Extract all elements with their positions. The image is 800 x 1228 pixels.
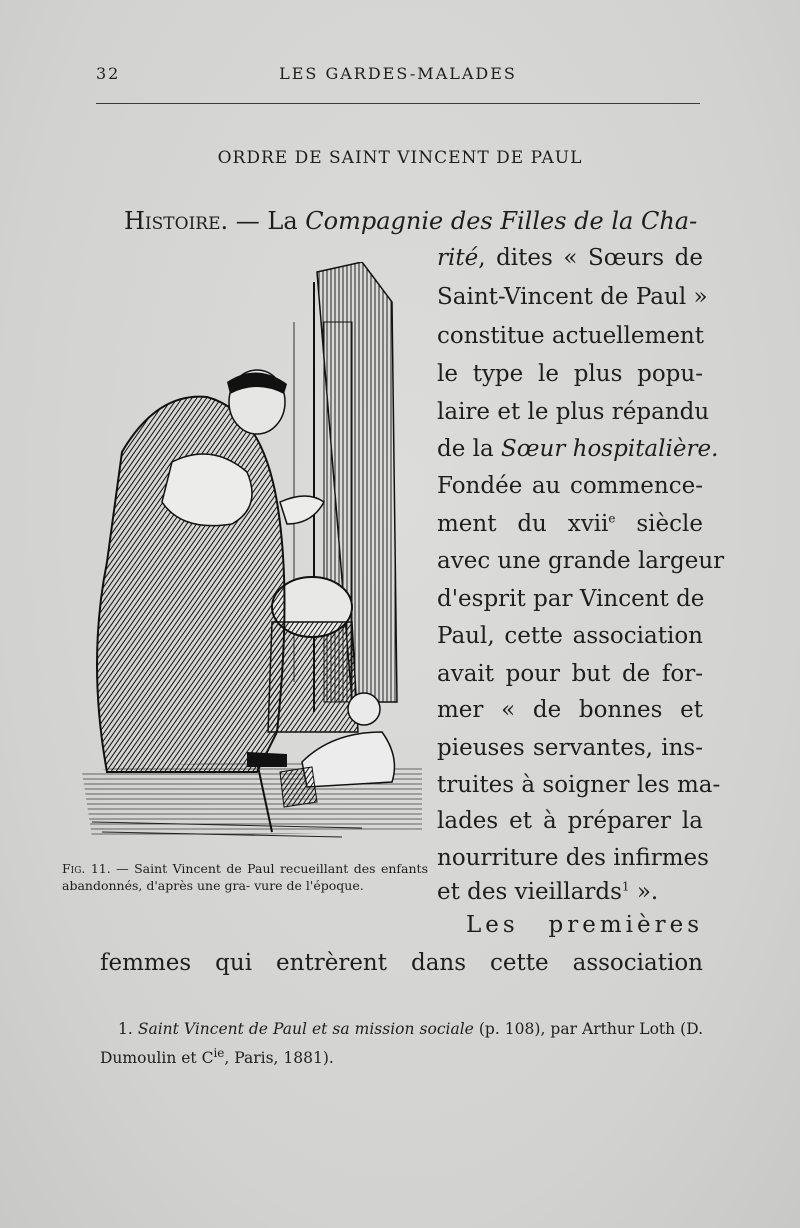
text-line: le type le plus popu- — [437, 361, 703, 387]
text-line: avec une grande largeur — [437, 548, 725, 574]
text-line: laire et le plus répandu — [437, 399, 710, 425]
line-roman: de la — [437, 436, 502, 462]
text-line: pieuses servantes, ins- — [437, 735, 703, 761]
text-line: Saint-Vincent de Paul » — [437, 284, 708, 310]
text-line: mer « de bonnes et — [437, 697, 703, 723]
footnote-text: (p. 108), par Arthur Loth (D. Dumoulin et C — [100, 1020, 703, 1068]
lead-smallcaps: Histoire. — [124, 207, 229, 235]
header-rule — [96, 103, 700, 104]
footnote-sup: ie — [213, 1046, 225, 1060]
section-title: ORDRE DE SAINT VINCENT DE PAUL — [217, 148, 583, 168]
page-header — [96, 58, 700, 88]
text-line-full-width: femmes qui entrèrent dans cette association — [100, 950, 703, 976]
footnote-title: Saint Vincent de Paul et sa mission sociale — [132, 1020, 474, 1038]
text-line — [437, 245, 703, 271]
text-line-spaced: Les premières — [466, 912, 703, 938]
line-part: siècle — [615, 511, 703, 537]
text-line: lades et à préparer la — [437, 808, 703, 834]
line-part: et des vieillards — [437, 879, 622, 905]
text-line — [437, 436, 719, 462]
running-title: LES GARDES-MALADES — [279, 64, 517, 83]
footnote-marker: 1 — [621, 879, 630, 894]
lead-italic: Compagnie des Filles de la Cha- — [305, 207, 698, 235]
text-line: Fondée au commence- — [437, 473, 703, 499]
line-italic: Sœur hospitalière. — [501, 436, 719, 462]
text-line: d'esprit par Vincent de — [437, 586, 705, 612]
engraving-illustration — [62, 262, 424, 852]
footnote-end: , Paris, 1881). — [224, 1049, 334, 1068]
text-line: avait pour but de for- — [437, 661, 703, 687]
line-part: ment du xvii — [437, 511, 609, 537]
caption-label: Fig. 11. — [62, 861, 111, 876]
text-line — [437, 879, 703, 905]
text-line: constitue actuellement — [437, 323, 704, 349]
line-part: ». — [629, 879, 659, 905]
text-line: truites à soigner les ma- — [437, 772, 721, 798]
line-rest: , dites « Sœurs de — [478, 245, 703, 271]
line-italic: rité — [437, 245, 479, 271]
figure-caption — [62, 860, 428, 894]
superscript: e — [608, 511, 616, 526]
caption-text: — Saint Vincent de Paul recueillant des enfants abandonnés, d'après une gra- vure de l'époque. — [62, 861, 428, 893]
page-number: 32 — [96, 64, 121, 83]
paragraph-first-line — [124, 207, 697, 235]
footnote — [100, 1017, 703, 1070]
text-line: nourriture des infirmes — [437, 845, 709, 871]
lead-dash: — La — [228, 207, 306, 235]
footnote-number: 1. — [118, 1020, 133, 1038]
text-line — [437, 511, 703, 537]
text-line: Paul, cette association — [437, 623, 703, 649]
